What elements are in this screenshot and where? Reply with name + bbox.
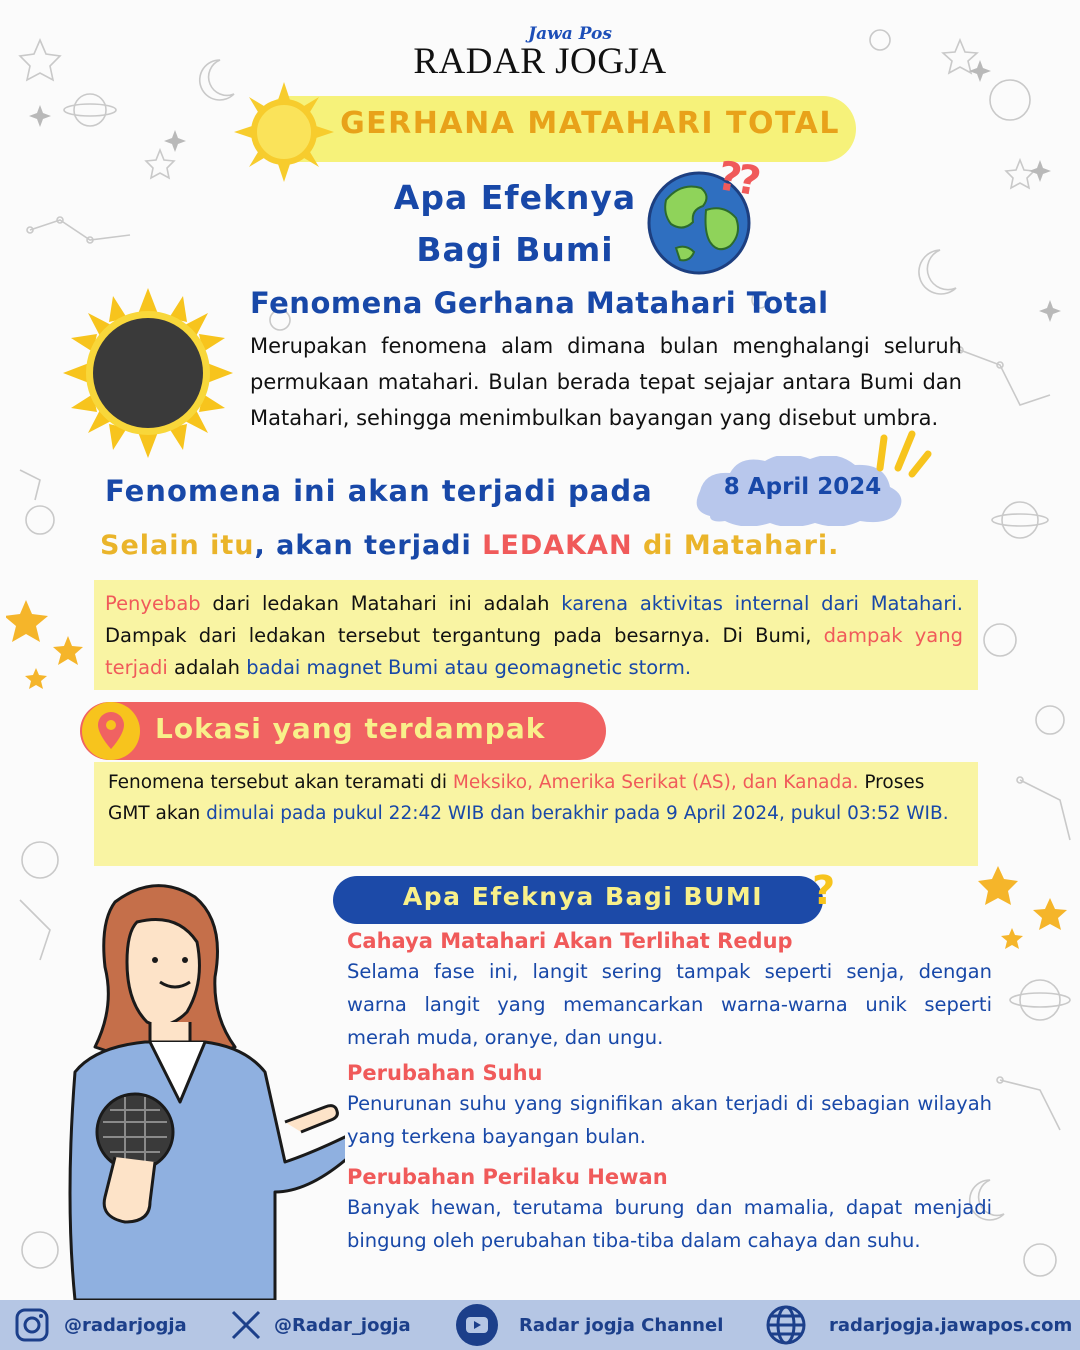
ledakan-part1: Selain itu [100, 530, 255, 561]
location-pin-icon [80, 700, 142, 762]
date-line: Fenomena ini akan terjadi pada [105, 474, 653, 508]
efek-item-title: Cahaya Matahari Akan Terlihat Redup [347, 929, 793, 953]
ledakan-part3: LEDAKAN [482, 530, 633, 561]
penyebab-s4: Dampak dari ledakan tersebut tergantung pada besarnya. Di Bumi, [105, 624, 824, 647]
footer-x-label: @Radar_jogja [274, 1314, 411, 1336]
efek-item-body: Penurunan suhu yang signifikan akan terjadi di sebagian wilayah yang terkena bayangan bulan. [347, 1092, 992, 1148]
subtitle [360, 172, 670, 276]
subtitle-line2: Bagi Bumi [416, 230, 614, 269]
exclaim-strokes-icon [874, 428, 934, 484]
stars-left-icon [6, 598, 96, 698]
footer-website[interactable] [765, 1300, 1072, 1350]
footer-youtube[interactable] [455, 1300, 723, 1350]
penyebab-s5: dampak yang terjadi [105, 624, 963, 679]
youtube-icon [455, 1303, 499, 1347]
penyebab-s3: karena aktivitas internal dari Matahari. [561, 592, 964, 615]
lokasi-text [108, 767, 968, 829]
footer-website-label: radarjogja.jawapos.com [829, 1314, 1073, 1336]
lokasi-s2: Meksiko, Amerika Serikat (AS), dan Kanada. [452, 772, 859, 793]
lokasi-s3: Proses GMT akan [108, 772, 925, 824]
efek-item-2 [347, 1061, 992, 1153]
globe-icon [765, 1304, 807, 1346]
penyebab-s1: Penyebab [105, 592, 201, 615]
penyebab-text [105, 588, 963, 684]
efek-item-3 [347, 1165, 992, 1257]
efek-item-1 [347, 929, 992, 1054]
event-date: 8 April 2024 [723, 474, 882, 500]
question-marks: ?? [714, 153, 761, 205]
brand-radar-jogja: RADAR JOGJA [413, 41, 667, 82]
efek-item-title: Perubahan Suhu [347, 1061, 543, 1085]
lokasi-heading: Lokasi yang terdampak [155, 712, 546, 745]
footer-instagram-label: @radarjogja [64, 1314, 187, 1336]
lokasi-s4: dimulai pada pukul 22:42 WIB dan berakhir pada 9 April 2024, pukul 03:52 WIB. [206, 803, 949, 824]
fenomena-heading: Fenomena Gerhana Matahari Total [250, 286, 829, 320]
ledakan-part2: , akan terjadi [254, 530, 483, 561]
penyebab-s7: badai magnet Bumi atau geomagnetic storm. [246, 656, 692, 679]
fenomena-body: Merupakan fenomena alam dimana bulan menghalangi seluruh permukaan matahari. Bulan berada tepat sejajar antara Bumi dan Matahari, sehingga menimbulkan bayangan yang disebut umbra. [250, 334, 962, 430]
subtitle-line1: Apa Efeknya [393, 178, 637, 217]
efek-item-body: Banyak hewan, terutama burung dan mamalia, dapat menjadi bingung oleh perubahan tiba-tiba dalam cahaya dan suhu. [347, 1196, 992, 1252]
question-mark-icon: ? [812, 868, 836, 914]
footer-x[interactable] [230, 1300, 411, 1350]
brand-jawapos: Jawa Pos [528, 24, 612, 44]
sun-icon [234, 82, 334, 182]
presenter-illustration [55, 882, 345, 1300]
penyebab-s6: adalah [167, 656, 247, 679]
efek-heading: Apa Efeknya Bagi BUMI [402, 882, 764, 911]
footer-youtube-label: Radar jogja Channel [519, 1314, 724, 1336]
footer-instagram[interactable] [14, 1300, 187, 1350]
ledakan-part4: di Matahari. [632, 530, 840, 561]
page-title: GERHANA MATAHARI TOTAL [340, 106, 840, 141]
x-twitter-icon [230, 1309, 262, 1341]
ledakan-line [100, 530, 839, 561]
eclipse-icon [63, 288, 233, 458]
lokasi-s1: Fenomena tersebut akan teramati di [108, 772, 453, 793]
efek-item-body: Selama fase ini, langit sering tampak seperti senja, dengan warna langit yang memancarkan warna-warna unik seperti merah muda, oranye, dan ungu. [347, 960, 992, 1049]
instagram-icon [14, 1307, 50, 1343]
efek-item-title: Perubahan Perilaku Hewan [347, 1165, 668, 1189]
penyebab-s2: dari ledakan Matahari ini adalah [200, 592, 562, 615]
